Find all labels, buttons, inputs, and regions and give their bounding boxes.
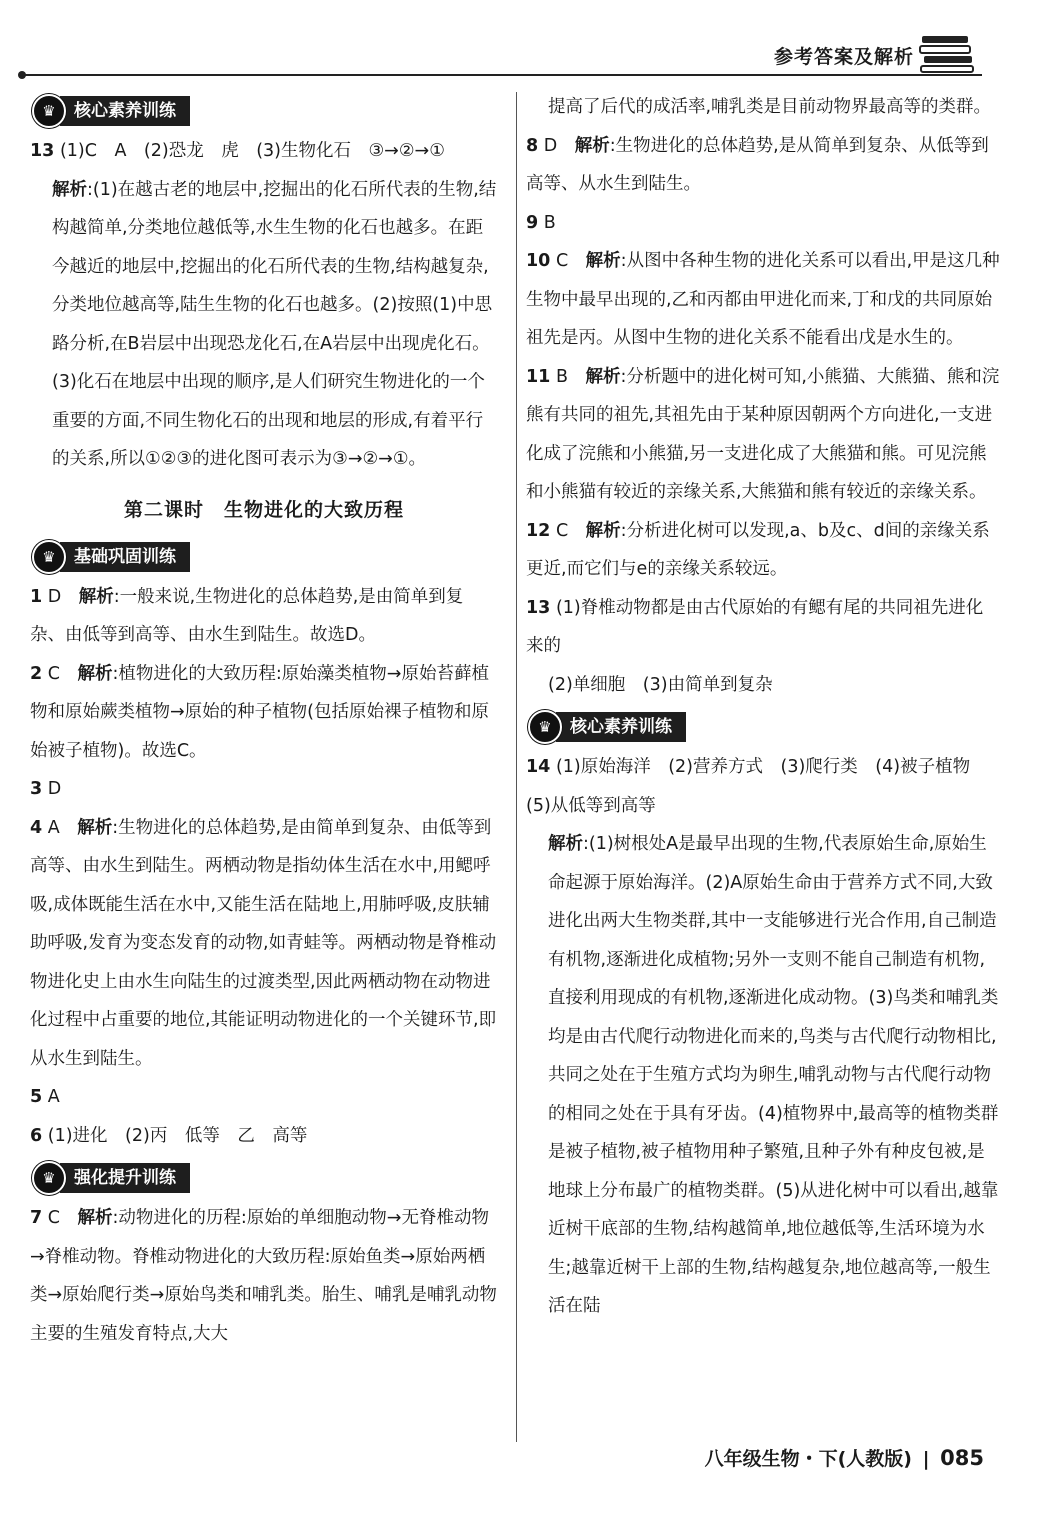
explanation-label: 解析 xyxy=(585,520,621,541)
answer-14 xyxy=(526,748,1000,825)
section-header-basic xyxy=(32,542,190,572)
explanation-13 xyxy=(30,171,498,479)
answer-13 xyxy=(526,589,1000,666)
header-rule xyxy=(22,74,982,76)
question-number: 8 xyxy=(526,135,539,156)
question-number: 1 xyxy=(30,586,43,607)
column-divider xyxy=(516,92,517,1442)
answer-12 xyxy=(526,512,1000,589)
explanation-text: :生物进化的总体趋势,是由简单到复杂、由低等到高等、由水生到陆生。两栖动物是指幼体生活在水中,用鳃呼吸,成体既能生活在水中,又能生活在陆地上,用肺呼吸,皮肤辅助呼吸,发育为变态发育的动物,如青蛙等。两栖动物是脊椎动物进化史上由水生向陆生的过渡类型,因此两栖动物在动物进化过程中占重要的地位,其能证明动物进化的一个关键环节,即从水生到陆生。 xyxy=(30,817,497,1069)
section-label: 基础巩固训练 xyxy=(60,542,190,572)
header-title: 参考答案及解析 xyxy=(773,46,914,68)
answer-10 xyxy=(526,242,1000,358)
question-number: 13 xyxy=(30,141,55,161)
explanation-text: :从图中各种生物的进化关系可以看出,甲是这几种生物中最早出现的,乙和丙都由甲进化而来,丁和戊的共同原始祖先是丙。从图中生物的进化关系不能看出戊是水生的。 xyxy=(526,251,1000,348)
question-number: 12 xyxy=(526,520,551,541)
answer-text: C xyxy=(555,520,586,541)
explanation-label: 解析 xyxy=(77,663,113,684)
page-footer: 八年级生物・下(人教版) | 085 xyxy=(704,1446,984,1470)
explanation-label: 解析 xyxy=(585,366,621,387)
answer-13 xyxy=(30,132,498,171)
answer-13-part2: (2)单细胞 (3)由简单到复杂 xyxy=(548,674,773,695)
explanation-label: 解析 xyxy=(77,1208,113,1228)
answer-2 xyxy=(30,655,498,771)
answer-text: (1)进化 (2)丙 低等 乙 高等 xyxy=(47,1125,308,1146)
answer-text: D xyxy=(47,779,62,799)
explanation-label: 解析 xyxy=(77,817,113,838)
answer-8 xyxy=(526,127,1000,204)
answer-9 xyxy=(526,204,1000,243)
answer-text: C xyxy=(555,251,586,271)
section-label: 核心素养训练 xyxy=(60,96,190,126)
answer-text: (1)C A (2)恐龙 虎 (3)生物化石 ③→②→① xyxy=(59,141,445,161)
question-number: 6 xyxy=(30,1125,43,1146)
answer-1 xyxy=(30,578,498,655)
explanation-text: :(1)在越古老的地层中,挖掘出的化石所代表的生物,结构越简单,分类地位越低等,水生生物的化石也越多。在距今越近的地层中,挖掘出的化石所代表的生物,结构越复杂,分类地位越高等,陆生生物的化石也越多。(2)按照(1)中思路分析,在B岩层中出现恐龙化石,在A岩层中出现虎化石。(3)化石在地层中出现的顺序,是人们研究生物进化的一个重要的方面,不同生物化石的出现和地层的形成,有着平行的关系,所以①②③的进化图可表示为③→②→①。 xyxy=(52,179,497,469)
right-column xyxy=(526,88,1000,1326)
book-stack-icon xyxy=(918,32,976,74)
question-number: 7 xyxy=(30,1208,43,1228)
explanation-text: :一般来说,生物进化的总体趋势,是由简单到复杂、由低等到高等、由水生到陆生。故选D。 xyxy=(30,586,464,645)
question-number: 13 xyxy=(526,597,551,618)
answer-text: B xyxy=(555,366,586,387)
answer-text: A xyxy=(47,817,78,838)
answer-7-continued: 提高了后代的成活率,哺乳类是目前动物界最高等的类群。 xyxy=(548,97,992,117)
left-column xyxy=(30,88,498,1353)
explanation-text: :分析进化树可以发现,a、b及c、d间的亲缘关系更近,而它们与e的亲缘关系较远。 xyxy=(526,520,990,579)
explanation-label: 解析 xyxy=(78,586,114,607)
section-label: 强化提升训练 xyxy=(60,1163,190,1193)
answer-7 xyxy=(30,1199,498,1353)
answer-5 xyxy=(30,1078,498,1117)
crown-icon: ♛ xyxy=(32,1161,66,1195)
section-label: 核心素养训练 xyxy=(556,712,686,742)
question-number: 3 xyxy=(30,779,43,799)
explanation-label: 解析 xyxy=(548,834,583,854)
answer-6 xyxy=(30,1117,498,1156)
question-number: 10 xyxy=(526,251,551,271)
lesson-title: 第二课时 生物进化的大致历程 xyxy=(123,498,404,521)
page-number: 085 xyxy=(940,1446,984,1470)
explanation-text: :(1)树根处A是最早出现的生物,代表原始生命,原始生命起源于原始海洋。(2)A原始生命由于营养方式不同,大致进化出两大生物类群,其中一支能够进行光合作用,自己制造有机物,逐渐进化成植物;另外一支则不能自己制造有机物,直接利用现成的有机物,逐渐进化成动物。(3)鸟类和哺乳类均是由古代爬行动物进化而来的,鸟类与古代爬行动物相比,共同之处在于生殖方式均为卵生,哺乳动物与古代爬行动物的相同之处在于具有牙齿。(4)植物界中,最高等的植物类群是被子植物,被子植物用种子繁殖,且种子外有种皮包被,是地球上分布最广的植物类群。(5)从进化树中可以看出,越靠近树干底部的生物,结构越简单,地位越低等,生活环境为水生;越靠近树干上部的生物,结构越复杂,地位越高等,一般生活在陆 xyxy=(548,834,999,1316)
explanation-text: :生物进化的总体趋势,是从简单到复杂、从低等到高等、从水生到陆生。 xyxy=(526,135,989,194)
answer-3 xyxy=(30,770,498,809)
answer-text: D xyxy=(543,135,575,156)
footer-book-title: 八年级生物・下(人教版) xyxy=(704,1448,912,1470)
answer-text: C xyxy=(47,1208,78,1228)
section-header-strengthen xyxy=(32,1163,190,1193)
answer-text: A xyxy=(47,1087,60,1107)
question-number: 9 xyxy=(526,212,539,233)
answer-4 xyxy=(30,809,498,1079)
question-number: 11 xyxy=(526,366,551,387)
question-number: 14 xyxy=(526,757,551,777)
question-number: 4 xyxy=(30,817,43,838)
answer-text: D xyxy=(47,586,79,607)
question-number: 5 xyxy=(30,1087,43,1107)
answer-text: B xyxy=(543,212,556,233)
explanation-text: :动物进化的历程:原始的单细胞动物→无脊椎动物→脊椎动物。脊椎动物进化的大致历程:原始鱼类→原始两栖类→原始爬行类→原始鸟类和哺乳类。胎生、哺乳是哺乳动物主要的生殖发育特点,大大 xyxy=(30,1208,497,1344)
explanation-text: :植物进化的大致历程:原始藻类植物→原始苔藓植物和原始蕨类植物→原始的种子植物(包括原始裸子植物和原始被子植物)。故选C。 xyxy=(30,663,489,761)
section-header-core xyxy=(32,96,190,126)
explanation-14 xyxy=(526,825,1000,1326)
explanation-label: 解析 xyxy=(585,251,621,271)
explanation-label: 解析 xyxy=(574,135,610,156)
page-header xyxy=(0,0,1064,80)
crown-icon: ♛ xyxy=(528,710,562,744)
explanation-label: 解析 xyxy=(52,179,87,200)
section-header-core xyxy=(528,712,686,742)
crown-icon: ♛ xyxy=(32,540,66,574)
answer-text: C xyxy=(47,663,78,684)
question-number: 2 xyxy=(30,663,43,684)
crown-icon: ♛ xyxy=(32,94,66,128)
answer-11 xyxy=(526,358,1000,512)
explanation-text: :分析题中的进化树可知,小熊猫、大熊猫、熊和浣熊有共同的祖先,其祖先由于某种原因朝两个方向进化,一支进化成了浣熊和小熊猫,另一支进化成了大熊猫和熊。可见浣熊和小熊猫有较近的亲缘关系,大熊猫和熊有较近的亲缘关系。 xyxy=(526,366,1000,502)
answer-text: (1)脊椎动物都是由古代原始的有鳃有尾的共同祖先进化来的 xyxy=(526,597,984,656)
answer-text: (1)原始海洋 (2)营养方式 (3)爬行类 (4)被子植物 (5)从低等到高等 xyxy=(526,757,988,816)
